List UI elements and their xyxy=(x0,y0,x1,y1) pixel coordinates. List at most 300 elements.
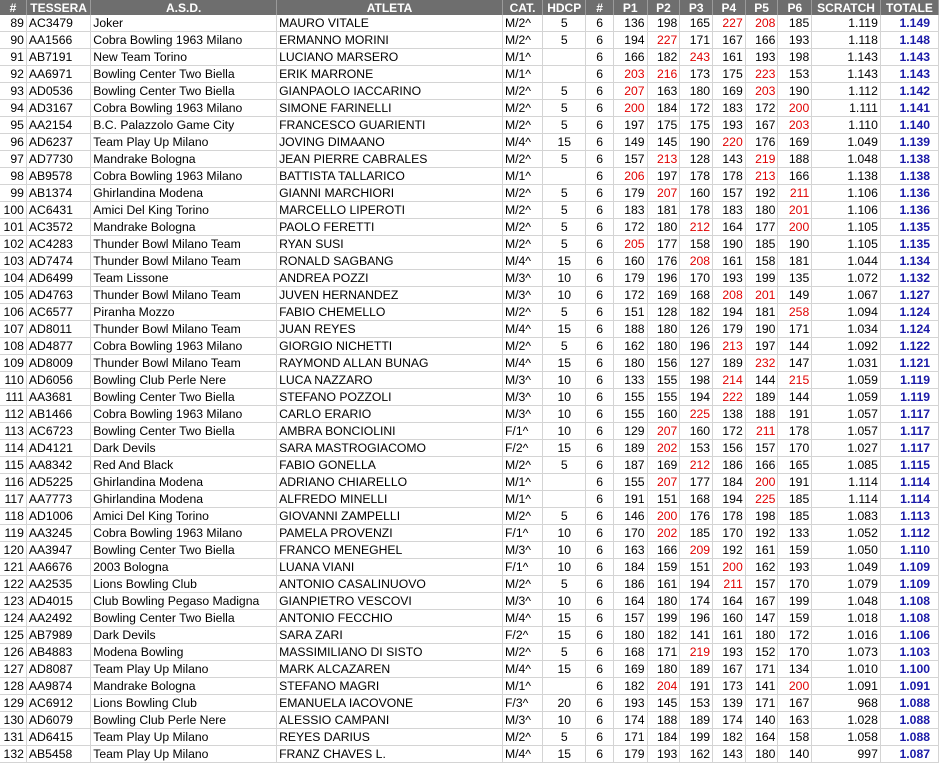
col-p6-cell: 201 xyxy=(778,202,812,219)
col-atleta-cell: FABIO CHEMELLO xyxy=(277,304,503,321)
col-hdcp-cell: 5 xyxy=(543,457,586,474)
col-rank-cell: 93 xyxy=(0,83,26,100)
col-games-cell: 6 xyxy=(586,15,613,32)
col-p5-cell: 211 xyxy=(745,423,778,440)
col-p3-cell: 225 xyxy=(680,406,713,423)
col-p5-cell: 185 xyxy=(745,236,778,253)
table-row xyxy=(0,304,939,321)
col-cat-cell: F/2^ xyxy=(502,440,542,457)
table-row xyxy=(0,712,939,729)
col-p6-cell: 191 xyxy=(778,474,812,491)
col-cat-cell: M/1^ xyxy=(502,168,542,185)
col-rank-header: # xyxy=(0,0,26,15)
col-p1-cell: 179 xyxy=(613,746,647,763)
col-tessera-cell: AA3947 xyxy=(26,542,90,559)
col-p2-cell: 196 xyxy=(647,270,680,287)
col-p3-cell: 190 xyxy=(680,134,713,151)
col-tessera-cell: AD6499 xyxy=(26,270,90,287)
col-p6-cell: 190 xyxy=(778,236,812,253)
col-cat-cell: M/1^ xyxy=(502,49,542,66)
col-games-cell: 6 xyxy=(586,134,613,151)
col-p2-cell: 202 xyxy=(647,440,680,457)
col-totale-cell: 1.138 xyxy=(880,168,938,185)
col-p1-cell: 205 xyxy=(613,236,647,253)
col-cat-cell: M/1^ xyxy=(502,678,542,695)
col-cat-cell: M/4^ xyxy=(502,355,542,372)
col-p3-cell: 153 xyxy=(680,695,713,712)
col-p2-cell: 160 xyxy=(647,406,680,423)
col-p6-cell: 198 xyxy=(778,49,812,66)
col-hdcp-cell: 15 xyxy=(543,627,586,644)
table-row xyxy=(0,423,939,440)
table-body xyxy=(0,15,939,763)
col-p3-cell: 180 xyxy=(680,83,713,100)
col-totale-cell: 1.132 xyxy=(880,270,938,287)
col-totale-cell: 1.110 xyxy=(880,542,938,559)
col-hdcp-cell: 10 xyxy=(543,287,586,304)
col-totale-cell: 1.113 xyxy=(880,508,938,525)
col-totale-cell: 1.088 xyxy=(880,712,938,729)
col-games-cell: 6 xyxy=(586,661,613,678)
col-hdcp-cell: 5 xyxy=(543,338,586,355)
col-p4-cell: 169 xyxy=(713,83,746,100)
col-p6-cell: 133 xyxy=(778,525,812,542)
col-games-cell: 6 xyxy=(586,100,613,117)
col-p1-cell: 207 xyxy=(613,83,647,100)
col-asd-cell: Piranha Mozzo xyxy=(91,304,277,321)
col-asd-cell: B.C. Palazzolo Game City xyxy=(91,117,277,134)
col-cat-cell: M/2^ xyxy=(502,729,542,746)
col-p1-cell: 168 xyxy=(613,644,647,661)
col-hdcp-cell: 10 xyxy=(543,406,586,423)
col-p6-cell: 215 xyxy=(778,372,812,389)
table-row xyxy=(0,695,939,712)
col-tessera-cell: AA6971 xyxy=(26,66,90,83)
col-p5-cell: 180 xyxy=(745,746,778,763)
col-tessera-cell: AB7989 xyxy=(26,627,90,644)
col-rank-cell: 131 xyxy=(0,729,26,746)
col-rank-cell: 125 xyxy=(0,627,26,644)
table-row xyxy=(0,661,939,678)
col-p2-cell: 171 xyxy=(647,644,680,661)
col-cat-cell: M/3^ xyxy=(502,389,542,406)
col-p1-cell: 146 xyxy=(613,508,647,525)
col-asd-cell: Thunder Bowl Milano Team xyxy=(91,355,277,372)
col-hdcp-cell: 10 xyxy=(543,593,586,610)
col-atleta-cell: GIANPAOLO IACCARINO xyxy=(277,83,503,100)
col-p1-cell: 155 xyxy=(613,474,647,491)
col-totale-cell: 1.115 xyxy=(880,457,938,474)
col-totale-cell: 1.117 xyxy=(880,440,938,457)
col-p5-cell: 203 xyxy=(745,83,778,100)
col-games-cell: 6 xyxy=(586,202,613,219)
col-totale-cell: 1.148 xyxy=(880,32,938,49)
col-scratch-cell: 1.111 xyxy=(812,100,881,117)
col-p3-cell: 178 xyxy=(680,202,713,219)
col-p4-cell: 213 xyxy=(713,338,746,355)
col-rank-cell: 106 xyxy=(0,304,26,321)
col-hdcp-cell: 10 xyxy=(543,389,586,406)
col-p4-cell: 227 xyxy=(713,15,746,32)
col-p5-cell: 223 xyxy=(745,66,778,83)
col-scratch-cell: 1.067 xyxy=(812,287,881,304)
col-asd-cell: Team Lissone xyxy=(91,270,277,287)
col-tessera-cell: AD6056 xyxy=(26,372,90,389)
col-p3-cell: 209 xyxy=(680,542,713,559)
col-p5-cell: 180 xyxy=(745,202,778,219)
col-hdcp-cell: 15 xyxy=(543,661,586,678)
col-p1-cell: 160 xyxy=(613,253,647,270)
col-rank-cell: 92 xyxy=(0,66,26,83)
col-p6-cell: 178 xyxy=(778,423,812,440)
col-p5-cell: 225 xyxy=(745,491,778,508)
col-p5-cell: 161 xyxy=(745,542,778,559)
col-p4-cell: 214 xyxy=(713,372,746,389)
col-p3-header: P3 xyxy=(680,0,713,15)
col-p2-header: P2 xyxy=(647,0,680,15)
col-tessera-cell: AD3167 xyxy=(26,100,90,117)
col-p6-cell: 185 xyxy=(778,491,812,508)
col-p3-cell: 126 xyxy=(680,321,713,338)
col-asd-cell: Bowling Club Perle Nere xyxy=(91,712,277,729)
col-p2-cell: 166 xyxy=(647,542,680,559)
col-tessera-cell: AB9578 xyxy=(26,168,90,185)
col-p4-cell: 189 xyxy=(713,355,746,372)
col-rank-cell: 99 xyxy=(0,185,26,202)
col-p3-cell: 170 xyxy=(680,270,713,287)
col-scratch-cell: 1.048 xyxy=(812,151,881,168)
col-p5-cell: 180 xyxy=(745,627,778,644)
col-atleta-cell: JUVEN HERNANDEZ xyxy=(277,287,503,304)
col-games-cell: 6 xyxy=(586,712,613,729)
col-p3-cell: 127 xyxy=(680,355,713,372)
col-p3-cell: 173 xyxy=(680,66,713,83)
col-p2-cell: 207 xyxy=(647,423,680,440)
table-row xyxy=(0,542,939,559)
col-atleta-cell: PAMELA PROVENZI xyxy=(277,525,503,542)
col-totale-cell: 1.091 xyxy=(880,678,938,695)
col-totale-cell: 1.149 xyxy=(880,15,938,32)
col-p6-cell: 258 xyxy=(778,304,812,321)
col-games-cell: 6 xyxy=(586,559,613,576)
col-scratch-cell: 1.112 xyxy=(812,83,881,100)
col-rank-cell: 132 xyxy=(0,746,26,763)
col-totale-cell: 1.114 xyxy=(880,491,938,508)
col-p4-cell: 220 xyxy=(713,134,746,151)
col-cat-cell: M/2^ xyxy=(502,304,542,321)
col-p2-cell: 207 xyxy=(647,474,680,491)
table-row xyxy=(0,117,939,134)
col-p3-cell: 153 xyxy=(680,440,713,457)
col-scratch-cell: 1.058 xyxy=(812,729,881,746)
col-p4-cell: 143 xyxy=(713,746,746,763)
col-games-cell: 6 xyxy=(586,644,613,661)
col-p2-cell: 169 xyxy=(647,287,680,304)
col-p5-cell: 166 xyxy=(745,32,778,49)
col-p4-cell: 173 xyxy=(713,678,746,695)
col-p5-cell: 192 xyxy=(745,525,778,542)
col-p3-cell: 177 xyxy=(680,474,713,491)
table-row xyxy=(0,185,939,202)
col-p1-cell: 157 xyxy=(613,610,647,627)
col-p5-cell: 199 xyxy=(745,270,778,287)
col-p6-cell: 185 xyxy=(778,508,812,525)
col-totale-cell: 1.140 xyxy=(880,117,938,134)
col-cat-cell: M/2^ xyxy=(502,236,542,253)
col-p6-cell: 167 xyxy=(778,695,812,712)
col-p3-cell: 196 xyxy=(680,338,713,355)
col-atleta-cell: MARCELLO LIPEROTI xyxy=(277,202,503,219)
col-hdcp-cell: 5 xyxy=(543,15,586,32)
col-totale-cell: 1.141 xyxy=(880,100,938,117)
col-p4-cell: 157 xyxy=(713,185,746,202)
col-atleta-cell: RYAN SUSI xyxy=(277,236,503,253)
col-asd-cell: Mandrake Bologna xyxy=(91,219,277,236)
col-tessera-cell: AA7773 xyxy=(26,491,90,508)
table-row xyxy=(0,66,939,83)
col-p6-cell: 140 xyxy=(778,746,812,763)
col-atleta-cell: ERIK MARRONE xyxy=(277,66,503,83)
col-p1-cell: 157 xyxy=(613,151,647,168)
col-totale-cell: 1.135 xyxy=(880,236,938,253)
col-scratch-header: SCRATCH xyxy=(812,0,881,15)
col-atleta-cell: MARK ALCAZAREN xyxy=(277,661,503,678)
col-p5-cell: 140 xyxy=(745,712,778,729)
col-atleta-cell: ANDREA POZZI xyxy=(277,270,503,287)
col-rank-cell: 91 xyxy=(0,49,26,66)
col-p5-cell: 157 xyxy=(745,440,778,457)
col-scratch-cell: 1.073 xyxy=(812,644,881,661)
col-games-cell: 6 xyxy=(586,338,613,355)
col-p3-cell: 191 xyxy=(680,678,713,695)
col-totale-cell: 1.119 xyxy=(880,389,938,406)
col-p6-cell: 170 xyxy=(778,440,812,457)
col-asd-cell: Team Play Up Milano xyxy=(91,661,277,678)
col-p3-cell: 189 xyxy=(680,712,713,729)
col-p4-cell: 164 xyxy=(713,593,746,610)
col-p6-cell: 193 xyxy=(778,32,812,49)
col-cat-cell: M/3^ xyxy=(502,593,542,610)
col-tessera-cell: AB1466 xyxy=(26,406,90,423)
col-tessera-cell: AA8342 xyxy=(26,457,90,474)
col-p3-cell: 185 xyxy=(680,525,713,542)
col-p2-cell: 200 xyxy=(647,508,680,525)
col-p6-cell: 200 xyxy=(778,678,812,695)
col-atleta-cell: LUANA VIANI xyxy=(277,559,503,576)
col-asd-cell: Cobra Bowling 1963 Milano xyxy=(91,525,277,542)
col-atleta-cell: ALESSIO CAMPANI xyxy=(277,712,503,729)
col-rank-cell: 108 xyxy=(0,338,26,355)
col-cat-cell: F/1^ xyxy=(502,525,542,542)
col-games-cell: 6 xyxy=(586,32,613,49)
col-p4-cell: 190 xyxy=(713,236,746,253)
col-totale-cell: 1.136 xyxy=(880,185,938,202)
col-scratch-cell: 1.091 xyxy=(812,678,881,695)
col-p6-cell: 193 xyxy=(778,559,812,576)
col-totale-cell: 1.143 xyxy=(880,66,938,83)
col-tessera-cell: AA2154 xyxy=(26,117,90,134)
col-p6-cell: 144 xyxy=(778,338,812,355)
col-rank-cell: 127 xyxy=(0,661,26,678)
col-cat-cell: M/3^ xyxy=(502,542,542,559)
col-rank-cell: 119 xyxy=(0,525,26,542)
col-totale-cell: 1.121 xyxy=(880,355,938,372)
col-scratch-cell: 1.085 xyxy=(812,457,881,474)
col-cat-cell: M/3^ xyxy=(502,372,542,389)
table-row xyxy=(0,627,939,644)
table-row xyxy=(0,83,939,100)
col-p4-cell: 186 xyxy=(713,457,746,474)
col-games-cell: 6 xyxy=(586,457,613,474)
col-asd-cell: Ghirlandina Modena xyxy=(91,185,277,202)
col-p3-cell: 162 xyxy=(680,746,713,763)
table-row xyxy=(0,15,939,32)
col-p4-cell: 139 xyxy=(713,695,746,712)
col-p1-cell: 191 xyxy=(613,491,647,508)
col-asd-cell: Thunder Bowl Milano Team xyxy=(91,253,277,270)
col-p3-cell: 243 xyxy=(680,49,713,66)
col-asd-cell: Cobra Bowling 1963 Milano xyxy=(91,168,277,185)
col-scratch-cell: 1.031 xyxy=(812,355,881,372)
col-p6-cell: 144 xyxy=(778,389,812,406)
col-cat-cell: M/2^ xyxy=(502,457,542,474)
col-cat-cell: M/4^ xyxy=(502,253,542,270)
table-row xyxy=(0,440,939,457)
col-tessera-cell: AD4015 xyxy=(26,593,90,610)
col-p1-cell: 203 xyxy=(613,66,647,83)
col-totale-cell: 1.138 xyxy=(880,151,938,168)
col-p1-cell: 149 xyxy=(613,134,647,151)
col-scratch-cell: 1.044 xyxy=(812,253,881,270)
col-hdcp-cell: 10 xyxy=(543,712,586,729)
col-cat-cell: M/1^ xyxy=(502,491,542,508)
col-p3-cell: 128 xyxy=(680,151,713,168)
col-hdcp-cell xyxy=(543,491,586,508)
col-asd-cell: Thunder Bowl Milano Team xyxy=(91,321,277,338)
col-p3-cell: 208 xyxy=(680,253,713,270)
col-scratch-cell: 1.106 xyxy=(812,185,881,202)
col-hdcp-cell: 15 xyxy=(543,440,586,457)
col-hdcp-cell: 15 xyxy=(543,321,586,338)
col-p3-cell: 158 xyxy=(680,236,713,253)
col-atleta-cell: JUAN REYES xyxy=(277,321,503,338)
col-tessera-cell: AA3245 xyxy=(26,525,90,542)
col-cat-cell: M/2^ xyxy=(502,100,542,117)
col-cat-cell: M/4^ xyxy=(502,610,542,627)
table-row xyxy=(0,729,939,746)
col-games-cell: 6 xyxy=(586,746,613,763)
col-tessera-cell: AD4121 xyxy=(26,440,90,457)
col-tessera-cell: AD5225 xyxy=(26,474,90,491)
col-scratch-cell: 1.105 xyxy=(812,236,881,253)
col-p3-cell: 160 xyxy=(680,185,713,202)
col-p2-cell: 161 xyxy=(647,576,680,593)
col-totale-cell: 1.108 xyxy=(880,593,938,610)
col-hdcp-cell: 5 xyxy=(543,236,586,253)
col-rank-cell: 100 xyxy=(0,202,26,219)
col-p5-cell: 232 xyxy=(745,355,778,372)
col-cat-cell: M/3^ xyxy=(502,270,542,287)
col-p3-cell: 182 xyxy=(680,304,713,321)
col-games-cell: 6 xyxy=(586,423,613,440)
col-asd-cell: Cobra Bowling 1963 Milano xyxy=(91,32,277,49)
col-games-cell: 6 xyxy=(586,185,613,202)
col-totale-cell: 1.088 xyxy=(880,695,938,712)
col-p5-cell: 213 xyxy=(745,168,778,185)
col-p2-cell: 180 xyxy=(647,593,680,610)
col-totale-cell: 1.088 xyxy=(880,729,938,746)
col-rank-cell: 122 xyxy=(0,576,26,593)
col-rank-cell: 117 xyxy=(0,491,26,508)
col-p2-cell: 184 xyxy=(647,100,680,117)
col-p1-cell: 193 xyxy=(613,695,647,712)
col-asd-cell: Club Bowling Pegaso Madigna xyxy=(91,593,277,610)
col-tessera-cell: AD8009 xyxy=(26,355,90,372)
col-scratch-cell: 1.110 xyxy=(812,117,881,134)
col-p6-cell: 170 xyxy=(778,576,812,593)
col-tessera-cell: AA2492 xyxy=(26,610,90,627)
col-p5-cell: 193 xyxy=(745,49,778,66)
col-p2-cell: 155 xyxy=(647,372,680,389)
col-atleta-cell: GIANPIETRO VESCOVI xyxy=(277,593,503,610)
col-tessera-cell: AD6237 xyxy=(26,134,90,151)
col-scratch-cell: 1.049 xyxy=(812,134,881,151)
col-p5-cell: 167 xyxy=(745,593,778,610)
col-atleta-cell: MASSIMILIANO DI SISTO xyxy=(277,644,503,661)
col-totale-cell: 1.142 xyxy=(880,83,938,100)
table-row xyxy=(0,406,939,423)
col-p5-cell: 219 xyxy=(745,151,778,168)
table-row xyxy=(0,270,939,287)
col-tessera-cell: AA2535 xyxy=(26,576,90,593)
col-tessera-cell: AC6431 xyxy=(26,202,90,219)
col-p2-cell: 180 xyxy=(647,661,680,678)
col-p5-cell: 167 xyxy=(745,117,778,134)
col-games-cell: 6 xyxy=(586,593,613,610)
col-p6-cell: 158 xyxy=(778,729,812,746)
col-atleta-cell: RAYMOND ALLAN BUNAG xyxy=(277,355,503,372)
col-cat-cell: M/2^ xyxy=(502,32,542,49)
col-scratch-cell: 1.072 xyxy=(812,270,881,287)
col-cat-cell: M/3^ xyxy=(502,287,542,304)
col-rank-cell: 121 xyxy=(0,559,26,576)
col-asd-cell: Team Play Up Milano xyxy=(91,746,277,763)
col-asd-cell: Joker xyxy=(91,15,277,32)
col-p2-cell: 181 xyxy=(647,202,680,219)
col-games-cell: 6 xyxy=(586,151,613,168)
table-row xyxy=(0,49,939,66)
col-games-cell: 6 xyxy=(586,321,613,338)
col-p4-header: P4 xyxy=(713,0,746,15)
table-row xyxy=(0,389,939,406)
col-hdcp-header: HDCP xyxy=(543,0,586,15)
col-scratch-cell: 1.057 xyxy=(812,406,881,423)
col-p1-cell: 183 xyxy=(613,202,647,219)
table-row xyxy=(0,100,939,117)
col-cat-header: CAT. xyxy=(502,0,542,15)
col-p5-cell: 141 xyxy=(745,678,778,695)
col-games-cell: 6 xyxy=(586,508,613,525)
col-tessera-cell: AD1006 xyxy=(26,508,90,525)
col-rank-cell: 98 xyxy=(0,168,26,185)
col-p6-cell: 185 xyxy=(778,15,812,32)
col-games-cell: 6 xyxy=(586,678,613,695)
col-p2-cell: 180 xyxy=(647,321,680,338)
col-games-cell: 6 xyxy=(586,253,613,270)
col-p1-cell: 174 xyxy=(613,712,647,729)
col-p4-cell: 174 xyxy=(713,712,746,729)
col-p5-cell: 201 xyxy=(745,287,778,304)
